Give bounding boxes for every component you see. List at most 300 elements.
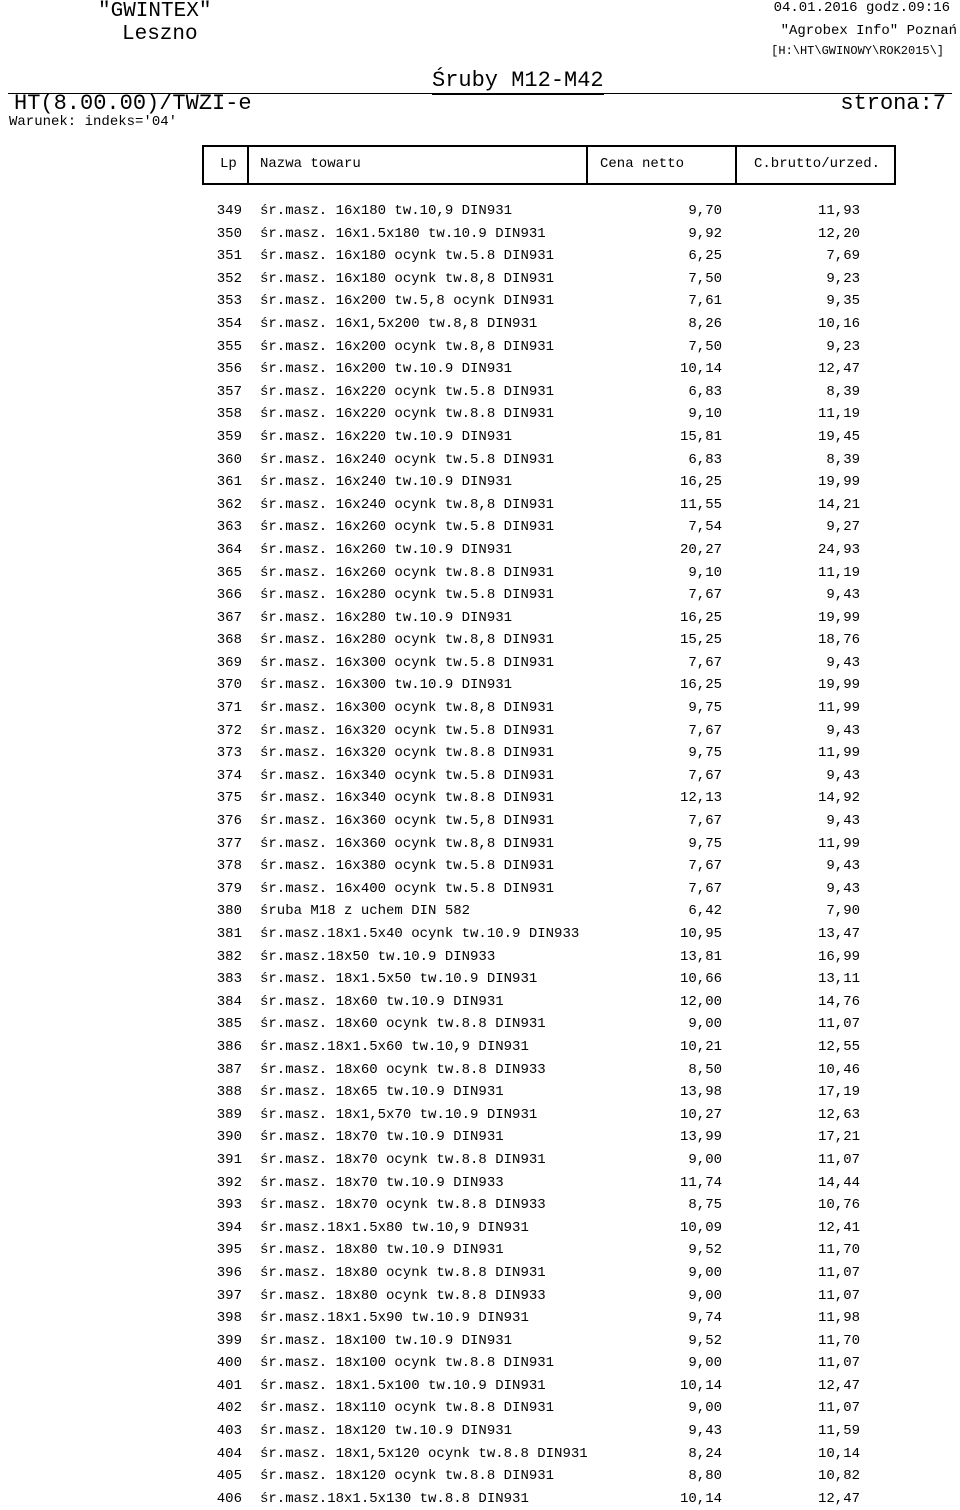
table-row [0,810,960,833]
table-row [0,1420,960,1443]
row-number: 371 [216,700,242,717]
header-separator [894,145,896,185]
table-row [0,900,960,923]
row-number: 391 [216,1151,242,1168]
product-name: śr.masz. 16x260 tw.10.9 DIN931 [260,541,513,558]
net-price: 9,52 [688,1242,722,1259]
row-number: 405 [216,1468,242,1485]
row-number: 381 [216,926,242,942]
table-row [0,200,960,223]
table-row [0,629,960,652]
row-number: 394 [216,1219,242,1236]
net-price: 7,67 [688,767,722,784]
row-number: 350 [216,225,242,242]
gross-price: 11,07 [817,1287,860,1304]
gross-price: 24,93 [817,541,860,558]
row-number: 370 [216,677,242,694]
gross-price: 9,23 [826,270,860,287]
table-row [0,742,960,765]
product-name: śr.masz. 16x400 ocynk tw.5.8 DIN931 [260,880,555,897]
table-row [0,946,960,969]
table-row [0,562,960,585]
net-price: 10,21 [679,1038,722,1055]
table-row [0,787,960,810]
net-price: 7,67 [688,722,722,739]
product-name: śr.masz. 18x70 ocynk tw.8.8 DIN931 [260,1151,546,1168]
row-number: 387 [216,1061,242,1078]
net-price: 9,00 [688,1400,722,1417]
row-number: 374 [216,767,242,784]
net-price: 10,14 [679,1377,722,1394]
product-name: śr.masz. 18x60 ocynk tw.8.8 DIN931 [260,1016,546,1033]
gross-price: 11,99 [817,835,860,852]
row-number: 383 [216,971,242,988]
product-name: śr.masz.18x1.5x80 tw.10,9 DIN931 [260,1219,529,1236]
row-number: 360 [216,451,242,468]
net-price: 9,00 [688,1355,722,1372]
gross-price: 14,76 [817,993,860,1010]
net-price: 11,55 [679,496,722,513]
net-price: 10,09 [679,1219,722,1236]
gross-price: 14,44 [817,1174,860,1191]
net-price: 9,75 [688,745,722,762]
software-vendor: "Agrobex Info" Poznań [780,23,957,39]
net-price: 8,75 [688,1197,722,1214]
product-name: śr.masz. 18x60 tw.10.9 DIN931 [260,993,504,1010]
gross-price: 9,43 [826,858,860,875]
net-price: 15,81 [679,428,722,445]
net-price: 6,83 [688,383,722,400]
gross-price: 16,99 [817,948,860,965]
table-row [0,1194,960,1217]
row-number: 380 [216,903,242,920]
row-number: 375 [216,790,242,807]
gross-price: 9,43 [826,767,860,784]
gross-price: 9,27 [826,519,860,536]
product-name: śr.masz. 16x200 ocynk tw.8,8 DIN931 [260,338,555,355]
gross-price: 11,98 [817,1310,860,1327]
row-number: 362 [216,496,242,513]
net-price: 8,26 [688,315,722,332]
table-row [0,674,960,697]
table-row [0,607,960,630]
product-name: śr.masz. 18x70 tw.10.9 DIN933 [260,1174,504,1191]
table-row [0,336,960,359]
row-number: 363 [216,519,242,536]
product-name: śr.masz. 18x1,5x70 tw.10.9 DIN931 [260,1106,538,1123]
net-price: 20,27 [679,541,722,558]
gross-price: 9,23 [826,338,860,355]
gross-price: 12,63 [817,1106,860,1123]
gross-price: 10,16 [817,315,860,332]
net-price: 10,95 [679,926,722,942]
table-row [0,833,960,856]
product-name: śr.masz. 18x120 ocynk tw.8.8 DIN931 [260,1468,555,1485]
row-number: 397 [216,1287,242,1304]
net-price: 7,67 [688,858,722,875]
product-name: śr.masz. 16x220 tw.10.9 DIN931 [260,428,513,445]
price-list [0,200,960,1510]
row-number: 403 [216,1423,242,1440]
row-number: 352 [216,270,242,287]
gross-price: 7,90 [826,903,860,920]
table-row [0,584,960,607]
header-top-border [202,145,896,147]
row-number: 356 [216,361,242,378]
table-row [0,449,960,472]
row-number: 373 [216,745,242,762]
gross-price: 9,43 [826,722,860,739]
row-number: 396 [216,1264,242,1281]
product-name: śr.masz. 18x60 ocynk tw.8.8 DIN933 [260,1061,546,1078]
gross-price: 11,70 [817,1332,860,1349]
table-row [0,403,960,426]
gross-price: 17,21 [817,1129,860,1146]
net-price: 9,10 [688,406,722,423]
data-path: [H:\HT\GWINOWY\ROK2015\] [771,44,944,58]
net-price: 6,25 [688,248,722,265]
net-price: 9,00 [688,1016,722,1033]
row-number: 392 [216,1174,242,1191]
row-number: 389 [216,1106,242,1123]
product-name: śr.masz. 16x1.5x180 tw.10.9 DIN931 [260,225,546,242]
net-price: 10,14 [679,361,722,378]
net-price: 16,25 [679,474,722,491]
product-name: śr.masz. 16x1,5x200 tw.8,8 DIN931 [260,315,538,332]
gross-price: 8,39 [826,451,860,468]
net-price: 16,25 [679,677,722,694]
row-number: 388 [216,1084,242,1101]
net-price: 9,00 [688,1264,722,1281]
row-number: 358 [216,406,242,423]
product-name: śr.masz. 16x240 ocynk tw.5.8 DIN931 [260,451,555,468]
table-row [0,1307,960,1330]
table-row [0,1262,960,1285]
row-number: 365 [216,564,242,581]
row-number: 398 [216,1310,242,1327]
product-name: śruba M18 z uchem DIN 582 [260,903,471,920]
gross-price: 12,47 [817,1490,860,1507]
table-row [0,652,960,675]
table-row [0,539,960,562]
product-name: śr.masz. 16x240 ocynk tw.8,8 DIN931 [260,496,555,513]
table-row [0,1081,960,1104]
net-price: 9,75 [688,700,722,717]
product-name: śr.masz. 16x200 tw.5,8 ocynk DIN931 [260,293,555,310]
product-name: śr.masz. 18x80 ocynk tw.8.8 DIN933 [260,1287,546,1304]
net-price: 7,67 [688,880,722,897]
gross-price: 11,70 [817,1242,860,1259]
product-name: śr.masz. 16x300 ocynk tw.8,8 DIN931 [260,700,555,717]
column-header-name: Nazwa towaru [260,156,361,172]
row-number: 372 [216,722,242,739]
row-number: 379 [216,880,242,897]
table-row [0,697,960,720]
product-name: śr.masz. 18x1.5x100 tw.10.9 DIN931 [260,1377,546,1394]
row-number: 349 [216,203,242,219]
product-name: śr.masz. 18x1,5x120 ocynk tw.8.8 DIN931 [260,1445,588,1462]
product-name: śr.masz. 16x280 ocynk tw.5.8 DIN931 [260,587,555,604]
row-number: 353 [216,293,242,310]
product-name: śr.masz. 18x65 tw.10.9 DIN931 [260,1084,504,1101]
row-number: 368 [216,632,242,649]
gross-price: 11,07 [817,1400,860,1417]
header-separator [202,145,204,185]
gross-price: 13,11 [817,971,860,988]
net-price: 9,92 [688,225,722,242]
row-number: 378 [216,858,242,875]
gross-price: 9,43 [826,587,860,604]
header-separator [586,145,588,185]
gross-price: 11,19 [817,564,860,581]
table-row [0,358,960,381]
net-price: 6,83 [688,451,722,468]
gross-price: 11,93 [817,203,860,219]
table-row [0,245,960,268]
net-price: 15,25 [679,632,722,649]
table-row [0,1375,960,1398]
net-price: 7,50 [688,270,722,287]
product-name: śr.masz. 18x70 ocynk tw.8.8 DIN933 [260,1197,546,1214]
net-price: 13,81 [679,948,722,965]
gross-price: 12,20 [817,225,860,242]
row-number: 357 [216,383,242,400]
net-price: 7,50 [688,338,722,355]
product-name: śr.masz. 16x260 ocynk tw.5.8 DIN931 [260,519,555,536]
product-name: śr.masz.18x1.5x60 tw.10,9 DIN931 [260,1038,529,1055]
row-number: 376 [216,813,242,830]
row-number: 367 [216,609,242,626]
net-price: 12,00 [679,993,722,1010]
product-name: śr.masz. 16x380 ocynk tw.5.8 DIN931 [260,858,555,875]
gross-price: 11,07 [817,1355,860,1372]
product-name: śr.masz. 18x100 tw.10.9 DIN931 [260,1332,513,1349]
row-number: 366 [216,587,242,604]
gross-price: 12,55 [817,1038,860,1055]
product-name: śr.masz.18x50 tw.10.9 DIN933 [260,948,496,965]
net-price: 16,25 [679,609,722,626]
filter-condition: Warunek: indeks='04' [9,114,178,130]
gross-price: 11,19 [817,406,860,423]
report-code: HT(8.00.00)/TWZI-e [14,91,252,116]
product-name: śr.masz. 18x70 tw.10.9 DIN931 [260,1129,504,1146]
row-number: 404 [216,1445,242,1462]
table-row [0,1488,960,1510]
gross-price: 10,82 [817,1468,860,1485]
gross-price: 9,43 [826,654,860,671]
row-number: 402 [216,1400,242,1417]
row-number: 382 [216,948,242,965]
net-price: 7,61 [688,293,722,310]
product-name: śr.masz. 16x340 ocynk tw.8.8 DIN931 [260,790,555,807]
gross-price: 10,14 [817,1445,860,1462]
gross-price: 14,92 [817,790,860,807]
table-row [0,1465,960,1488]
row-number: 395 [216,1242,242,1259]
product-name: śr.masz. 18x1.5x50 tw.10.9 DIN931 [260,971,538,988]
product-name: śr.masz. 18x100 ocynk tw.8.8 DIN931 [260,1355,555,1372]
table-row [0,313,960,336]
product-name: śr.masz. 16x220 ocynk tw.5.8 DIN931 [260,383,555,400]
row-number: 393 [216,1197,242,1214]
net-price: 11,74 [679,1174,722,1191]
table-row [0,1285,960,1308]
product-name: śr.masz. 18x80 ocynk tw.8.8 DIN931 [260,1264,546,1281]
table-row [0,1397,960,1420]
net-price: 13,98 [679,1084,722,1101]
net-price: 8,50 [688,1061,722,1078]
table-row [0,878,960,901]
table-row [0,765,960,788]
product-name: śr.masz. 16x180 ocynk tw.8,8 DIN931 [260,270,555,287]
column-header-lp: Lp [220,156,237,172]
header-bottom-border [202,183,896,185]
product-name: śr.masz. 16x320 ocynk tw.8.8 DIN931 [260,745,555,762]
net-price: 9,74 [688,1310,722,1327]
product-name: śr.masz.18x1.5x130 tw.8.8 DIN931 [260,1490,529,1507]
gross-price: 10,76 [817,1197,860,1214]
table-row [0,1104,960,1127]
column-header-net-price: Cena netto [600,156,685,172]
table-row [0,1330,960,1353]
row-number: 385 [216,1016,242,1033]
gross-price: 19,99 [817,609,860,626]
table-row [0,1126,960,1149]
net-price: 7,67 [688,813,722,830]
table-row [0,1013,960,1036]
product-name: śr.masz. 16x180 tw.10,9 DIN931 [260,203,513,219]
product-name: śr.masz. 16x220 ocynk tw.8.8 DIN931 [260,406,555,423]
product-name: śr.masz. 18x80 tw.10.9 DIN931 [260,1242,504,1259]
product-name: śr.masz. 16x320 ocynk tw.5.8 DIN931 [260,722,555,739]
product-name: śr.masz.18x1.5x90 tw.10.9 DIN931 [260,1310,529,1327]
product-name: śr.masz. 16x280 tw.10.9 DIN931 [260,609,513,626]
gross-price: 12,47 [817,1377,860,1394]
row-number: 386 [216,1038,242,1055]
product-name: śr.masz. 16x340 ocynk tw.5.8 DIN931 [260,767,555,784]
gross-price: 12,47 [817,361,860,378]
net-price: 6,42 [688,903,722,920]
table-row [0,223,960,246]
company-city: Leszno [122,23,198,46]
product-name: śr.masz. 16x280 ocynk tw.8,8 DIN931 [260,632,555,649]
table-row [0,381,960,404]
gross-price: 11,99 [817,700,860,717]
table-row [0,1217,960,1240]
table-row [0,991,960,1014]
table-row [0,268,960,291]
print-datetime: 04.01.2016 godz.09:16 [773,0,950,16]
product-name: śr.masz. 16x240 tw.10.9 DIN931 [260,474,513,491]
row-number: 364 [216,541,242,558]
product-name: śr.masz. 16x200 tw.10.9 DIN931 [260,361,513,378]
net-price: 7,67 [688,654,722,671]
net-price: 12,13 [679,790,722,807]
gross-price: 12,41 [817,1219,860,1236]
gross-price: 19,99 [817,677,860,694]
table-row [0,1036,960,1059]
net-price: 9,00 [688,1287,722,1304]
gross-price: 9,43 [826,880,860,897]
document-title: Śruby M12-M42 [432,68,604,93]
table-row [0,494,960,517]
table-row [0,1239,960,1262]
table-row [0,923,960,946]
gross-price: 11,07 [817,1151,860,1168]
gross-price: 9,43 [826,813,860,830]
gross-price: 11,99 [817,745,860,762]
table-row [0,516,960,539]
net-price: 9,70 [688,203,722,219]
product-name: śr.masz. 16x260 ocynk tw.8.8 DIN931 [260,564,555,581]
row-number: 361 [216,474,242,491]
gross-price: 7,69 [826,248,860,265]
table-row [0,1059,960,1082]
table-row [0,471,960,494]
net-price: 9,43 [688,1423,722,1440]
net-price: 10,27 [679,1106,722,1123]
gross-price: 11,07 [817,1264,860,1281]
table-row [0,855,960,878]
gross-price: 9,35 [826,293,860,310]
table-row [0,1172,960,1195]
row-number: 351 [216,248,242,265]
gross-price: 11,07 [817,1016,860,1033]
net-price: 10,14 [679,1490,722,1507]
row-number: 390 [216,1129,242,1146]
product-name: śr.masz. 16x360 ocynk tw.8,8 DIN931 [260,835,555,852]
row-number: 399 [216,1332,242,1349]
row-number: 359 [216,428,242,445]
row-number: 400 [216,1355,242,1372]
product-name: śr.masz. 16x360 ocynk tw.5,8 DIN931 [260,813,555,830]
net-price: 7,54 [688,519,722,536]
gross-price: 14,21 [817,496,860,513]
net-price: 9,10 [688,564,722,581]
gross-price: 10,46 [817,1061,860,1078]
table-row [0,1443,960,1466]
gross-price: 8,39 [826,383,860,400]
product-name: śr.masz. 16x180 ocynk tw.5.8 DIN931 [260,248,555,265]
net-price: 9,75 [688,835,722,852]
table-header [202,145,896,185]
product-name: śr.masz.18x1.5x40 ocynk tw.10.9 DIN933 [260,926,580,942]
product-name: śr.masz. 18x120 tw.10.9 DIN931 [260,1423,513,1440]
company-name: "GWINTEX" [98,0,212,23]
gross-price: 11,59 [817,1423,860,1440]
gross-price: 13,47 [817,926,860,942]
gross-price: 17,19 [817,1084,860,1101]
product-name: śr.masz. 16x300 ocynk tw.5.8 DIN931 [260,654,555,671]
table-row [0,1149,960,1172]
product-name: śr.masz. 16x300 tw.10.9 DIN931 [260,677,513,694]
gross-price: 19,45 [817,428,860,445]
net-price: 8,80 [688,1468,722,1485]
row-number: 401 [216,1377,242,1394]
row-number: 369 [216,654,242,671]
table-row [0,290,960,313]
product-name: śr.masz. 18x110 ocynk tw.8.8 DIN931 [260,1400,555,1417]
net-price: 8,24 [688,1445,722,1462]
table-row [0,426,960,449]
table-row [0,968,960,991]
net-price: 7,67 [688,587,722,604]
row-number: 354 [216,315,242,332]
net-price: 10,66 [679,971,722,988]
net-price: 13,99 [679,1129,722,1146]
page-number: strona:7 [840,91,946,116]
table-row [0,1352,960,1375]
